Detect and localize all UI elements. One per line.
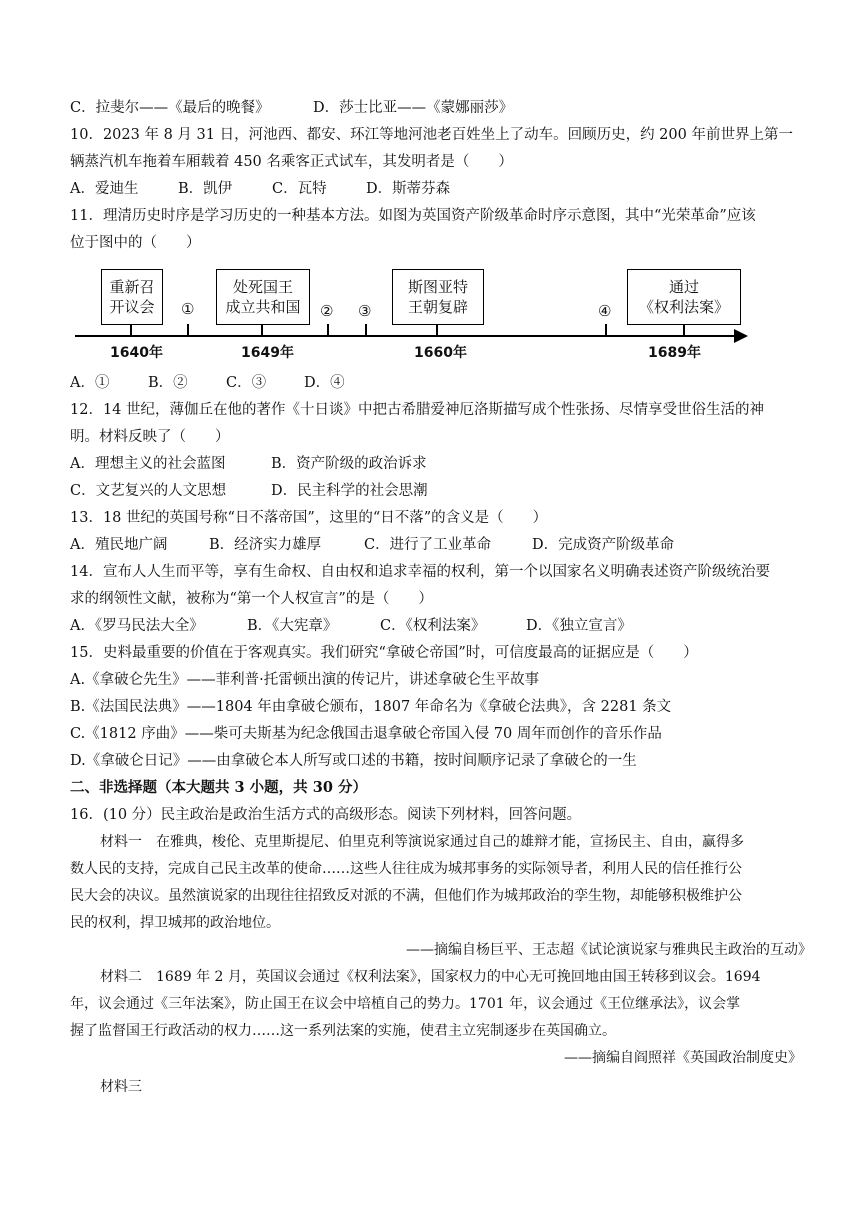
q16-material2-line1: 材料二 1689 年 2 月，英国议会通过《权利法案》，国家权力的中心无可挽回地由国王转移到议会。1694 [100, 969, 761, 985]
q16-material2-source: ——摘编自阎照祥《英国政治制度史》 [564, 1050, 802, 1066]
q9-option-c: C．拉斐尔——《最后的晚餐》 [70, 100, 270, 116]
q15-option-b: B.《法国民法典》——1804 年由拿破仑颁布，1807 年命名为《拿破仑法典》，含 2281 条文 [70, 699, 672, 715]
timeline-box-1660 [392, 269, 484, 325]
q12-option-b: B．资产阶级的政治诉求 [271, 456, 427, 472]
q14-stem-line1: 14．宣布人人生而平等，享有生命权、自由权和追求幸福的权利，第一个以国家名义明确表述资产阶级统治要 [70, 564, 770, 580]
q15-option-d: D.《拿破仑日记》——由拿破仑本人所写或口述的书籍，按时间顺序记录了拿破仑的一生 [70, 753, 637, 769]
marker-4: ④ [598, 302, 612, 320]
q16-material1-line1: 材料一 在雅典，梭伦、克里斯提尼、伯里克利等演说家通过自己的雄辩才能，宣扬民主、自由，赢得多 [100, 834, 744, 850]
timeline-arrowhead [734, 329, 748, 343]
timeline-box-1689 [627, 269, 741, 325]
q10-stem-line1: 10．2023 年 8 月 31 日，河池西、都安、环江等地河池老百姓坐上了动车。回顾历史，约 200 年前世界上第一 [70, 127, 793, 143]
year-1660: 1660年 [414, 345, 467, 361]
q13-stem: 13．18 世纪的英国号称“日不落帝国”，这里的“日不落”的含义是（ ） [70, 510, 548, 526]
tick-marker-3 [365, 324, 367, 336]
q15-stem: 15．史料最重要的价值在于客观真实。我们研究“拿破仑帝国”时，可信度最高的证据应是（ ） [70, 645, 698, 661]
q15-option-a: A.《拿破仑先生》——菲利普·托雷顿出演的传记片，讲述拿破仑生平故事 [70, 672, 540, 688]
q16-material3-label: 材料三 [100, 1079, 142, 1095]
q16-intro: 16．(10 分）民主政治是政治生活方式的高级形态。阅读下列材料，回答问题。 [70, 807, 582, 823]
q10-stem-line2: 辆蒸汽机车拖着车厢载着 450 名乘客正式试车，其发明者是（ ） [70, 154, 513, 170]
q11-stem-line2: 位于图中的（ ） [70, 235, 201, 251]
revolution-timeline [70, 262, 760, 372]
box-1640-line1: 重新召 [109, 278, 155, 296]
q10-option-a: A．爱迪生 [70, 181, 139, 197]
timeline-box-1649 [216, 269, 310, 325]
q14-option-a: A．《罗马民法大全》 [70, 618, 204, 634]
section-2-title: 二、非选择题（本大题共 3 小题，共 30 分） [70, 779, 367, 796]
tick-1660 [436, 325, 438, 336]
q12-option-a: A．理想主义的社会蓝图 [70, 456, 226, 472]
q16-material1-source: ——摘编自杨巨平、王志超《试论演说家与雅典民主政治的互动》 [406, 942, 812, 958]
year-1689: 1689年 [648, 345, 701, 361]
q16-material1-line2: 数人民的支持，完成自己民主改革的使命……这些人往往成为城邦事务的实际领导者，利用人民的信任推行公 [70, 861, 742, 877]
q11-option-c: C．③ [226, 375, 267, 391]
q14-option-d: D．《独立宣言》 [526, 618, 632, 634]
year-1640: 1640年 [110, 345, 163, 361]
q10-option-c: C．瓦特 [272, 181, 327, 197]
tick-1689 [683, 325, 685, 336]
q16-material1-line4: 民的权利，捍卫城邦的政治地位。 [70, 915, 280, 931]
q10-option-d: D．斯蒂芬森 [366, 181, 451, 197]
q9-option-d: D．莎士比亚——《蒙娜丽莎》 [313, 100, 514, 116]
q12-option-d: D．民主科学的社会思潮 [271, 483, 428, 499]
q14-option-c: C．《权利法案》 [380, 618, 486, 634]
q11-option-b: B．② [148, 375, 188, 391]
q16-material2-line2: 年，议会通过《三年法案》，防止国王在议会中培植自己的势力。1701 年，议会通过《王位继承法》，议会掌 [70, 996, 741, 1012]
tick-marker-4 [605, 324, 607, 336]
box-1689-line1: 通过 [668, 278, 699, 296]
q13-option-d: D．完成资产阶级革命 [532, 537, 675, 553]
q13-option-c: C．进行了工业革命 [364, 537, 492, 553]
tick-marker-1 [187, 324, 189, 336]
q15-option-c: C.《1812 序曲》——柴可夫斯基为纪念俄国击退拿破仑帝国入侵 70 周年而创作的音乐作品 [70, 726, 662, 742]
q16-material2-line3: 握了监督国王行政活动的权力……这一系列法案的实施，使君主立宪制逐步在英国确立。 [70, 1023, 616, 1039]
q12-stem-line1: 12．14 世纪，薄伽丘在他的著作《十日谈》中把古希腊爱神厄洛斯描写成个性张扬、尽情享受世俗生活的神 [70, 402, 765, 418]
marker-2: ② [320, 302, 334, 320]
tick-1649 [261, 325, 263, 336]
timeline-box-1640 [101, 269, 163, 325]
q12-option-c: C．文艺复兴的人文思想 [70, 483, 227, 499]
box-1689-line2: 《权利法案》 [638, 298, 729, 316]
q10-option-b: B．凯伊 [178, 181, 233, 197]
q11-option-a: A．① [70, 375, 110, 391]
box-1649-line2: 成立共和国 [225, 298, 301, 316]
marker-1: ① [181, 300, 195, 318]
box-1649-line1: 处死国王 [232, 278, 293, 296]
q11-stem-line1: 11．理清历史时序是学习历史的一种基本方法。如图为英国资产阶级革命时序示意图，其中“光荣革命”应该 [70, 208, 756, 224]
timeline-axis [75, 335, 740, 337]
q13-option-b: B．经济实力雄厚 [209, 537, 322, 553]
q12-stem-line2: 明。材料反映了（ ） [70, 429, 230, 445]
q11-option-d: D．④ [304, 375, 345, 391]
box-1660-line1: 斯图亚特 [407, 278, 468, 296]
q14-option-b: B．《大宪章》 [247, 618, 338, 634]
q14-stem-line2: 求的纲领性文献，被称为“第一个人权宣言”的是（ ） [70, 591, 433, 607]
year-1649: 1649年 [241, 345, 294, 361]
box-1660-line2: 王朝复辟 [407, 298, 468, 316]
tick-marker-2 [327, 324, 329, 336]
q16-material1-line3: 民大会的决议。虽然演说家的出现往往招致反对派的不满，但他们作为城邦政治的孪生物，却能够积极维护公 [70, 888, 742, 904]
q13-option-a: A．殖民地广阔 [70, 537, 168, 553]
marker-3: ③ [358, 302, 372, 320]
box-1640-line2: 开议会 [109, 298, 155, 316]
tick-1640 [130, 325, 132, 336]
